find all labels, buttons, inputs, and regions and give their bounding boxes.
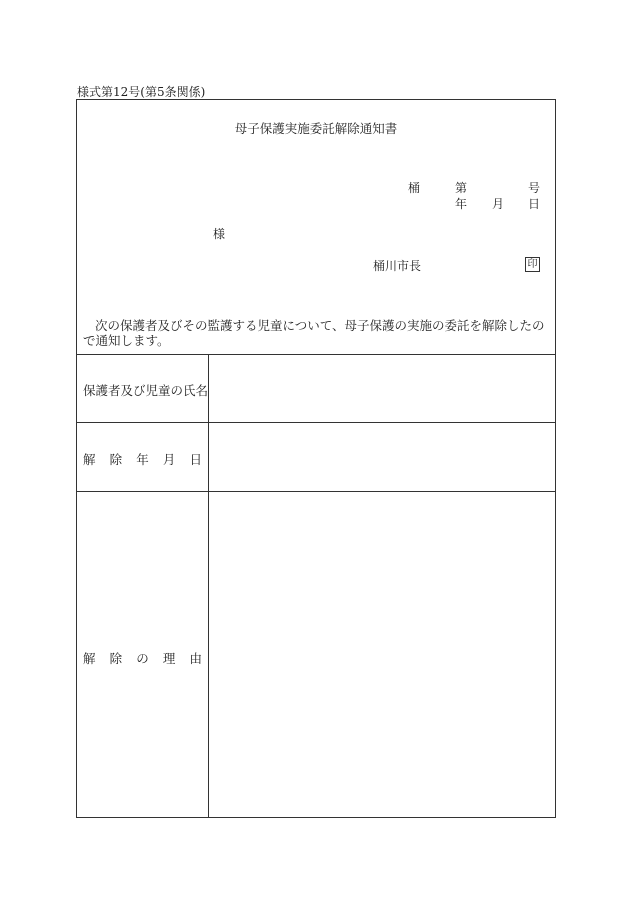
label-char: 除 — [109, 651, 123, 666]
doc-number-go: 号 — [528, 181, 541, 195]
date-day-label: 日 — [528, 197, 541, 211]
doc-number-prefix: 桶 — [408, 181, 421, 195]
notice-form-frame — [76, 99, 556, 818]
label-char: の — [136, 651, 149, 666]
label-char: 日 — [189, 452, 202, 467]
cancellation-date-value[interactable] — [209, 423, 555, 490]
notice-body-text — [83, 318, 549, 348]
date-month-label: 月 — [492, 197, 505, 211]
label-char: 月 — [162, 452, 176, 467]
label-char: 年 — [136, 452, 149, 467]
cancellation-date-label — [77, 450, 208, 468]
label-char: 解 — [83, 452, 96, 467]
issuer-name: 桶川市長 — [373, 259, 422, 273]
guardian-child-name-label: 保護者及び児童の氏名 — [83, 383, 209, 398]
label-char: 解 — [83, 651, 96, 666]
document-title: 母子保護実施委託解除通知書 — [234, 121, 398, 136]
cancellation-reason-value[interactable] — [209, 492, 555, 817]
doc-number-dai: 第 — [455, 181, 468, 195]
label-char: 由 — [189, 651, 202, 666]
cancellation-reason-label — [77, 649, 208, 667]
guardian-child-name-value[interactable] — [209, 355, 555, 421]
seal-mark — [525, 256, 540, 272]
addressee-suffix: 様 — [213, 227, 226, 241]
seal-icon: 印 — [525, 257, 540, 272]
notice-body-content: 次の保護者及びその監護する児童について、母子保護の実施の委託を解除したので通知します。 — [83, 318, 545, 348]
date-year-label: 年 — [455, 197, 468, 211]
label-char: 除 — [109, 452, 123, 467]
label-char: 理 — [162, 651, 176, 666]
form-number-label: 様式第12号(第5条関係) — [77, 85, 206, 99]
